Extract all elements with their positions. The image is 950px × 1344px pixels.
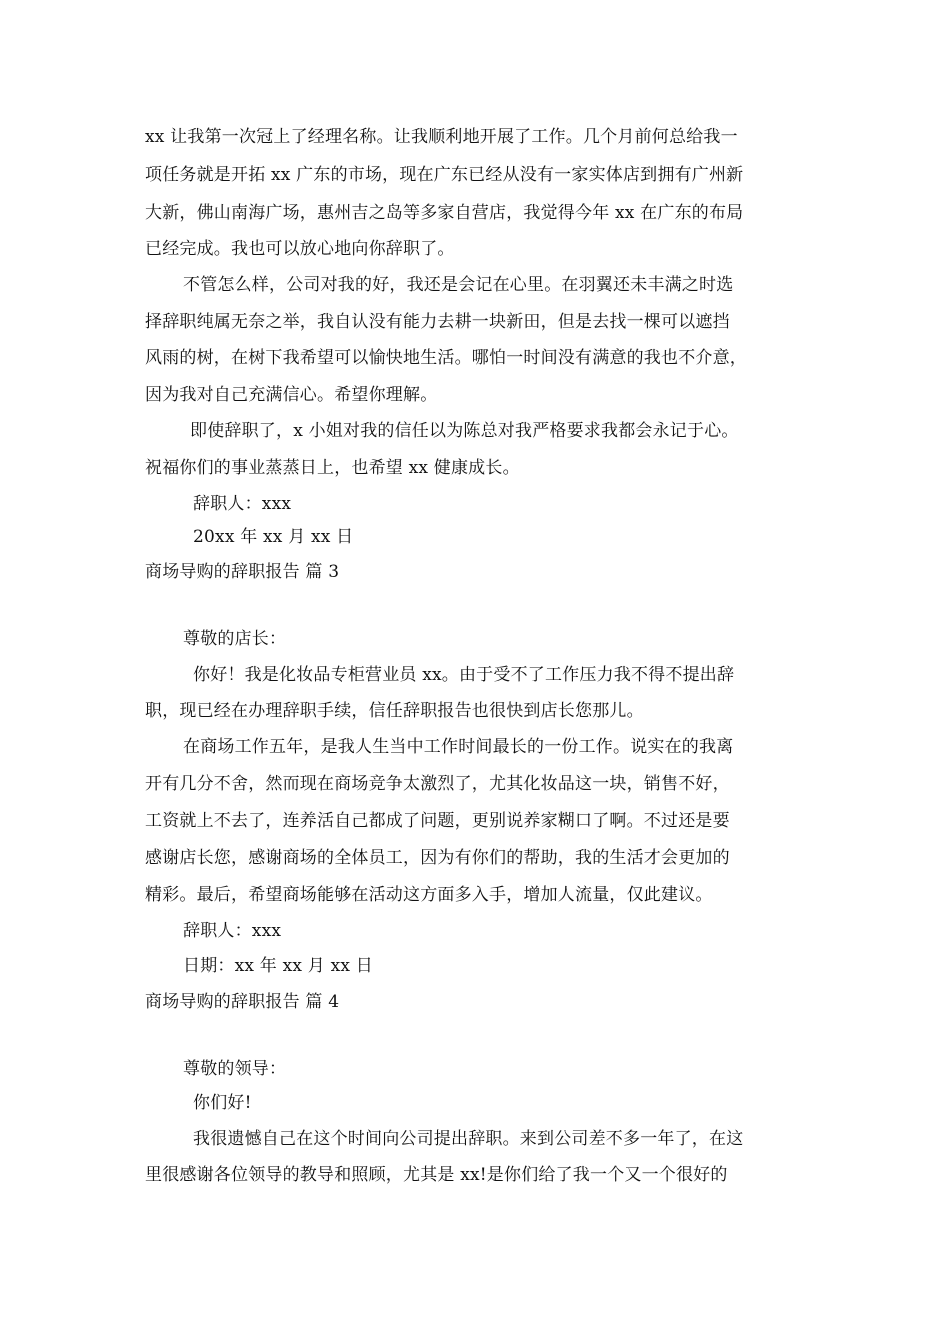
signature-name: 辞职人：xxx xyxy=(183,921,282,941)
paragraph-line: 里很感谢各位领导的教导和照顾，尤其是 xx!是你们给了我一个又一个很好的 xyxy=(145,1165,728,1185)
signature-name: 辞职人：xxx xyxy=(193,494,292,514)
paragraph-line: 风雨的树，在树下我希望可以愉快地生活。哪怕一时间没有满意的我也不介意， xyxy=(145,348,747,368)
salutation: 尊敬的领导： xyxy=(183,1059,287,1079)
paragraph-line: 开有几分不舍，然而现在商场竞争太激烈了，尤其化妆品这一块，销售不好， xyxy=(145,774,730,794)
paragraph-line: xx 让我第一次冠上了经理名称。让我顺利地开展了工作。几个月前何总给我一 xyxy=(145,127,738,147)
paragraph-line: 你好！我是化妆品专柜营业员 xx。由于受不了工作压力我不得不提出辞 xyxy=(193,665,735,685)
section-title: 商场导购的辞职报告 篇 4 xyxy=(145,992,340,1012)
paragraph-line: 感谢店长您，感谢商场的全体员工，因为有你们的帮助，我的生活才会更加的 xyxy=(145,848,730,868)
paragraph-line: 在商场工作五年，是我人生当中工作时间最长的一份工作。说实在的我离 xyxy=(183,737,734,757)
signature-date: 日期：xx 年 xx 月 xx 日 xyxy=(183,956,373,976)
paragraph-line: 职，现已经在办理辞职手续，信任辞职报告也很快到店长您那儿。 xyxy=(145,701,644,721)
paragraph-line: 即使辞职了，x 小姐对我的信任以为陈总对我严格要求我都会永记于心。 xyxy=(190,421,739,441)
signature-date: 20xx 年 xx 月 xx 日 xyxy=(193,527,354,547)
paragraph-line: 因为我对自己充满信心。希望你理解。 xyxy=(145,385,438,405)
paragraph-line: 已经完成。我也可以放心地向你辞职了。 xyxy=(145,239,455,259)
paragraph-line: 我很遗憾自己在这个时间向公司提出辞职。来到公司差不多一年了，在这 xyxy=(193,1129,744,1149)
paragraph-line: 精彩。最后，希望商场能够在活动这方面多入手，增加人流量，仅此建议。 xyxy=(145,885,713,905)
paragraph-line: 祝福你们的事业蒸蒸日上，也希望 xx 健康成长。 xyxy=(145,458,520,478)
section-title: 商场导购的辞职报告 篇 3 xyxy=(145,562,340,582)
paragraph-line: 择辞职纯属无奈之举，我自认没有能力去耕一块新田，但是去找一棵可以遮挡 xyxy=(145,312,730,332)
paragraph-line: 不管怎么样，公司对我的好，我还是会记在心里。在羽翼还未丰满之时选 xyxy=(183,275,734,295)
salutation: 尊敬的店长： xyxy=(183,629,287,649)
paragraph-line: 工资就上不去了，连养活自己都成了问题，更别说养家糊口了啊。不过还是要 xyxy=(145,811,730,831)
paragraph-line: 项任务就是开拓 xx 广东的市场，现在广东已经从没有一家实体店到拥有广州新 xyxy=(145,165,744,185)
paragraph-line: 大新，佛山南海广场，惠州吉之岛等多家自营店，我觉得今年 xx 在广东的布局 xyxy=(145,203,744,223)
greeting: 你们好! xyxy=(193,1093,252,1113)
